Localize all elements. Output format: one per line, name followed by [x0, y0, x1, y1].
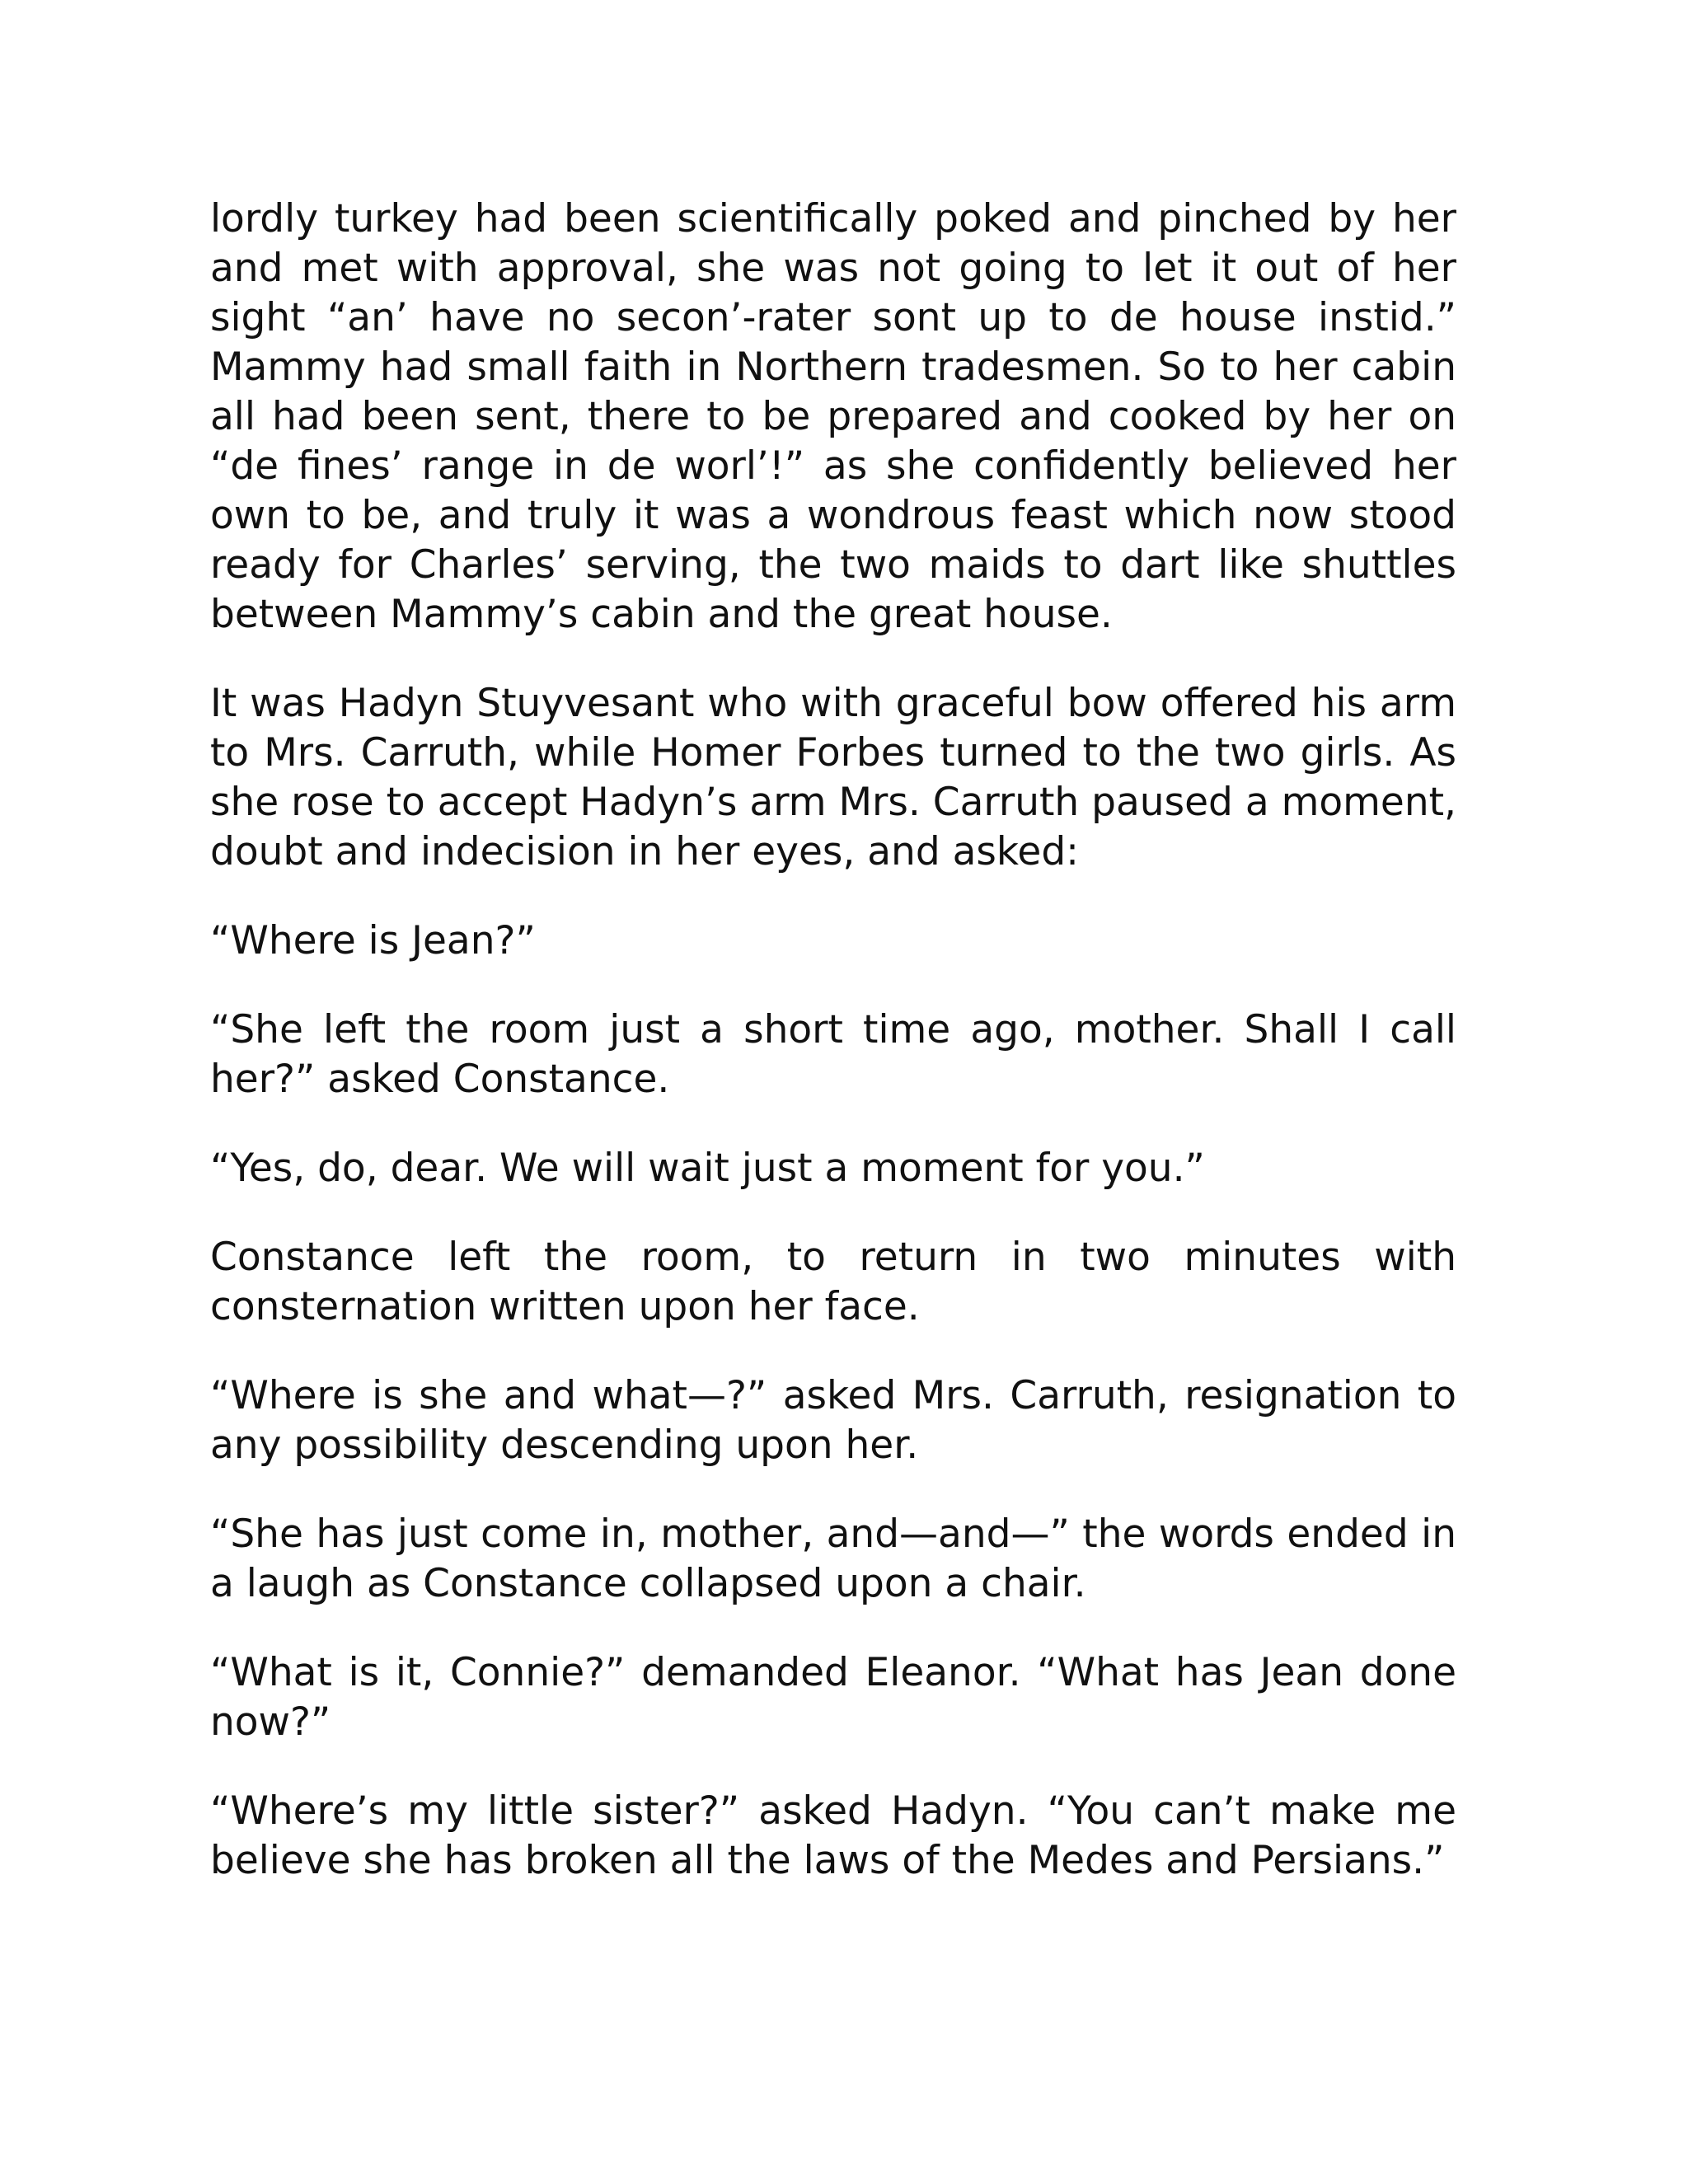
- book-page-text: [210, 194, 1456, 1925]
- paragraph: “Where is she and what—?” asked Mrs. Carruth, resignation to any possibility descending upon her.: [210, 1373, 1456, 1468]
- paragraph: “Where is Jean?”: [210, 918, 536, 963]
- paragraph: “Yes, do, dear. We will wait just a moment for you.”: [210, 1146, 1205, 1191]
- paragraph: “She has just come in, mother, and—and—” the words ended in a laugh as Constance collapsed upon a chair.: [210, 1511, 1456, 1606]
- paragraph: lordly turkey had been scientifically poked and pinched by her and met with approval, she was not going to let it out of her sight “an’ have no secon’-rater sont up to de house instid.” Mammy had small faith in Northern tradesmen. So to her cabin all had been sent, there to be prepared and cooked by her on “de fines’ range in de worl’!” as she confidently believed her own to be, and truly it was a wondrous feast which now stood ready for Charles’ serving, the two maids to dart like shuttles between Mammy’s cabin and the great house.: [210, 196, 1456, 637]
- paragraph: Constance left the room, to return in two minutes with consternation written upon her face.: [210, 1235, 1456, 1329]
- paragraph: “What is it, Connie?” demanded Eleanor. “What has Jean done now?”: [210, 1650, 1456, 1745]
- paragraph: It was Hadyn Stuyvesant who with graceful bow offered his arm to Mrs. Carruth, while Homer Forbes turned to the two girls. As she rose to accept Hadyn’s arm Mrs. Carruth paused a moment, doubt and indecision in her eyes, and asked:: [210, 681, 1456, 874]
- paragraph: “She left the room just a short time ago, mother. Shall I call her?” asked Constance.: [210, 1007, 1456, 1102]
- paragraph: “Where’s my little sister?” asked Hadyn. “You can’t make me believe she has broken all the laws of the Medes and Persians.”: [210, 1788, 1456, 1883]
